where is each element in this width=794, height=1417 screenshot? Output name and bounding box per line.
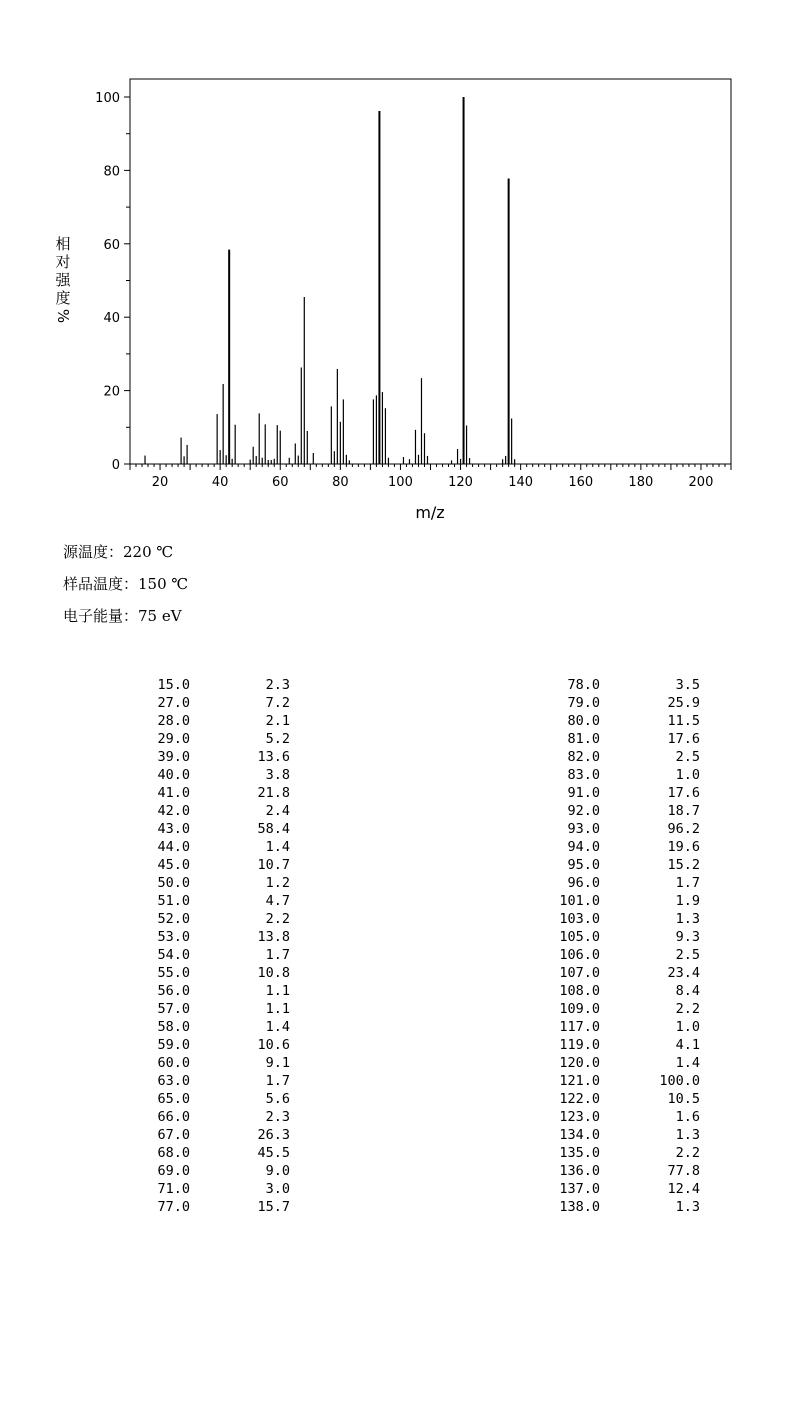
peak-mz: 63.0 <box>157 1073 190 1089</box>
peak-intensity: 2.2 <box>675 1001 700 1017</box>
peak-mz: 51.0 <box>157 893 190 909</box>
y-axis <box>95 91 130 473</box>
condition-source-temp <box>63 541 173 562</box>
peak-mz: 121.0 <box>559 1073 600 1089</box>
peak-mz: 83.0 <box>567 767 600 783</box>
peak-mz: 15.0 <box>157 677 190 693</box>
peak-intensity: 10.7 <box>257 857 290 873</box>
peak-mz: 28.0 <box>157 713 190 729</box>
peak-intensity: 2.4 <box>265 803 290 819</box>
peak-mz: 137.0 <box>559 1181 600 1197</box>
y-tick-label: 0 <box>111 458 120 473</box>
y-axis-label-char: % <box>54 308 72 324</box>
x-tick-label: 120 <box>448 475 473 490</box>
x-tick-label: 180 <box>628 475 654 490</box>
x-axis-label: m/z <box>415 503 445 522</box>
y-tick-label: 40 <box>103 311 120 327</box>
peak-intensity: 10.6 <box>257 1037 290 1053</box>
peak-mz: 105.0 <box>559 929 600 945</box>
peak-intensity: 5.2 <box>265 731 290 747</box>
peak-mz: 42.0 <box>157 803 190 819</box>
condition-key: 源温度： <box>63 543 124 561</box>
peak-mz: 39.0 <box>157 749 190 765</box>
x-tick-label: 140 <box>508 475 534 490</box>
y-tick-label: 100 <box>95 91 120 106</box>
peak-intensity: 1.7 <box>265 1073 290 1089</box>
peak-intensity: 13.6 <box>257 749 290 765</box>
peak-intensity: 2.2 <box>265 911 290 927</box>
condition-key: 电子能量： <box>63 607 139 625</box>
peak-intensity: 1.6 <box>675 1109 700 1125</box>
peak-intensity: 23.4 <box>667 965 700 981</box>
peak-intensity: 1.9 <box>675 893 700 909</box>
peak-intensity: 25.9 <box>667 695 700 711</box>
peak-intensity: 10.5 <box>667 1091 700 1107</box>
x-tick-label: 160 <box>568 475 594 490</box>
peak-mz: 66.0 <box>157 1109 190 1125</box>
peak-intensity: 1.3 <box>675 1127 700 1143</box>
condition-value: 150 ℃ <box>138 575 189 593</box>
peak-mz: 134.0 <box>559 1127 600 1143</box>
peak-mz: 136.0 <box>559 1163 600 1179</box>
peak-intensity: 2.5 <box>675 749 700 765</box>
peak-intensity: 1.4 <box>265 1019 290 1035</box>
peak-mz: 45.0 <box>157 857 190 873</box>
peak-intensity: 10.8 <box>257 965 290 981</box>
x-tick-label: 40 <box>211 475 229 490</box>
peak-intensity: 2.5 <box>675 947 700 963</box>
peak-intensity: 2.3 <box>265 1109 290 1125</box>
condition-sample-temp <box>63 573 188 594</box>
y-tick-label: 80 <box>103 164 120 180</box>
peak-intensity: 1.0 <box>675 1019 700 1035</box>
peak-mz: 95.0 <box>567 857 600 873</box>
peak-mz: 77.0 <box>157 1199 190 1215</box>
peak-intensity: 1.4 <box>265 839 290 855</box>
peak-mz: 58.0 <box>157 1019 190 1035</box>
y-tick-label: 20 <box>103 384 120 400</box>
peak-intensity: 15.7 <box>257 1199 290 1215</box>
peak-intensity: 2.2 <box>675 1145 700 1161</box>
peak-intensity: 1.4 <box>675 1055 700 1071</box>
x-tick-label: 200 <box>688 475 714 490</box>
peak-mz: 68.0 <box>157 1145 190 1161</box>
peak-intensity: 1.3 <box>675 911 700 927</box>
peak-mz: 29.0 <box>157 731 190 747</box>
peak-intensity: 1.3 <box>675 1199 700 1215</box>
peak-intensity: 17.6 <box>667 731 700 747</box>
peak-mz: 109.0 <box>559 1001 600 1017</box>
peak-intensity: 1.7 <box>675 875 700 891</box>
peak-intensity: 9.3 <box>675 929 700 945</box>
peak-intensity: 17.6 <box>667 785 700 801</box>
peak-mz: 101.0 <box>559 893 600 909</box>
peak-mz: 81.0 <box>567 731 600 747</box>
peak-intensity: 5.6 <box>265 1091 290 1107</box>
peak-intensity: 2.3 <box>265 677 290 693</box>
peak-mz: 57.0 <box>157 1001 190 1017</box>
peak-intensity: 9.1 <box>265 1055 290 1071</box>
peak-mz: 79.0 <box>567 695 600 711</box>
x-tick-label: 100 <box>388 475 413 490</box>
peak-mz: 106.0 <box>559 947 600 963</box>
peak-mz: 135.0 <box>559 1145 600 1161</box>
peak-mz: 41.0 <box>157 785 190 801</box>
peak-mz: 138.0 <box>559 1199 600 1215</box>
y-axis-label-char: 相 <box>55 235 71 253</box>
peak-mz: 103.0 <box>559 911 600 927</box>
y-axis-label-char: 强 <box>55 271 71 289</box>
condition-value: 220 ℃ <box>123 543 174 561</box>
mass-spectrum-chart <box>0 0 794 530</box>
peak-mz: 94.0 <box>567 839 600 855</box>
peak-intensity: 96.2 <box>667 821 700 837</box>
peak-mz: 27.0 <box>157 695 190 711</box>
peak-intensity: 7.2 <box>265 695 290 711</box>
peak-mz: 44.0 <box>157 839 190 855</box>
peak-intensity: 1.1 <box>265 983 290 999</box>
peak-mz: 53.0 <box>157 929 190 945</box>
peak-mz: 78.0 <box>567 677 600 693</box>
x-tick-label: 60 <box>271 475 289 490</box>
peak-intensity: 11.5 <box>667 713 700 729</box>
peak-intensity: 8.4 <box>675 983 700 999</box>
peak-mz: 108.0 <box>559 983 600 999</box>
peak-mz: 69.0 <box>157 1163 190 1179</box>
peak-mz: 91.0 <box>567 785 600 801</box>
peak-mz: 40.0 <box>157 767 190 783</box>
y-axis-label-char: 度 <box>55 289 71 307</box>
peak-intensity: 1.1 <box>265 1001 290 1017</box>
peak-mz: 93.0 <box>567 821 600 837</box>
peak-intensity: 3.8 <box>265 767 290 783</box>
peak-intensity: 12.4 <box>667 1181 700 1197</box>
x-axis <box>130 464 731 490</box>
peak-mz: 54.0 <box>157 947 190 963</box>
peak-mz: 55.0 <box>157 965 190 981</box>
peak-intensity: 58.4 <box>257 821 290 837</box>
peak-intensity: 1.0 <box>675 767 700 783</box>
peak-intensity: 1.2 <box>265 875 290 891</box>
peak-mz: 65.0 <box>157 1091 190 1107</box>
peak-intensity: 4.7 <box>265 893 290 909</box>
peak-mz: 117.0 <box>559 1019 600 1035</box>
peak-intensity: 77.8 <box>667 1163 700 1179</box>
peak-mz: 52.0 <box>157 911 190 927</box>
peak-mz: 50.0 <box>157 875 190 891</box>
peak-mz: 43.0 <box>157 821 190 837</box>
peak-mz: 96.0 <box>567 875 600 891</box>
peak-mz: 123.0 <box>559 1109 600 1125</box>
peak-mz: 82.0 <box>567 749 600 765</box>
y-tick-label: 60 <box>103 237 120 253</box>
peak-mz: 80.0 <box>567 713 600 729</box>
peak-mz: 67.0 <box>157 1127 190 1143</box>
peak-intensity: 45.5 <box>257 1145 290 1161</box>
plot-frame <box>130 79 731 464</box>
peak-intensity: 21.8 <box>257 785 290 801</box>
peak-bars <box>145 97 515 464</box>
peak-mz: 71.0 <box>157 1181 190 1197</box>
peak-intensity: 15.2 <box>667 857 700 873</box>
condition-key: 样品温度： <box>63 575 139 593</box>
peak-intensity: 4.1 <box>675 1037 700 1053</box>
peak-intensity: 19.6 <box>667 839 700 855</box>
peak-mz: 119.0 <box>559 1037 600 1053</box>
y-axis-label <box>54 235 72 323</box>
y-axis-label-char: 对 <box>55 253 71 271</box>
peak-intensity: 26.3 <box>257 1127 290 1143</box>
peak-mz: 60.0 <box>157 1055 190 1071</box>
peak-mz: 107.0 <box>559 965 600 981</box>
x-tick-label: 20 <box>151 475 169 490</box>
peak-intensity: 9.0 <box>265 1163 290 1179</box>
peak-intensity: 18.7 <box>667 803 700 819</box>
peak-intensity: 1.7 <box>265 947 290 963</box>
peak-intensity: 13.8 <box>257 929 290 945</box>
peak-intensity: 3.5 <box>675 677 700 693</box>
peak-intensity: 3.0 <box>265 1181 290 1197</box>
peak-intensity: 100.0 <box>659 1073 700 1089</box>
peak-mz: 92.0 <box>567 803 600 819</box>
peak-mz: 56.0 <box>157 983 190 999</box>
condition-electron-energy <box>63 605 182 626</box>
peak-intensity: 2.1 <box>265 713 290 729</box>
condition-value: 75 eV <box>138 607 182 625</box>
peak-mz: 120.0 <box>559 1055 600 1071</box>
x-tick-label: 80 <box>332 475 349 490</box>
peak-mz: 122.0 <box>559 1091 600 1107</box>
peak-mz: 59.0 <box>157 1037 190 1053</box>
